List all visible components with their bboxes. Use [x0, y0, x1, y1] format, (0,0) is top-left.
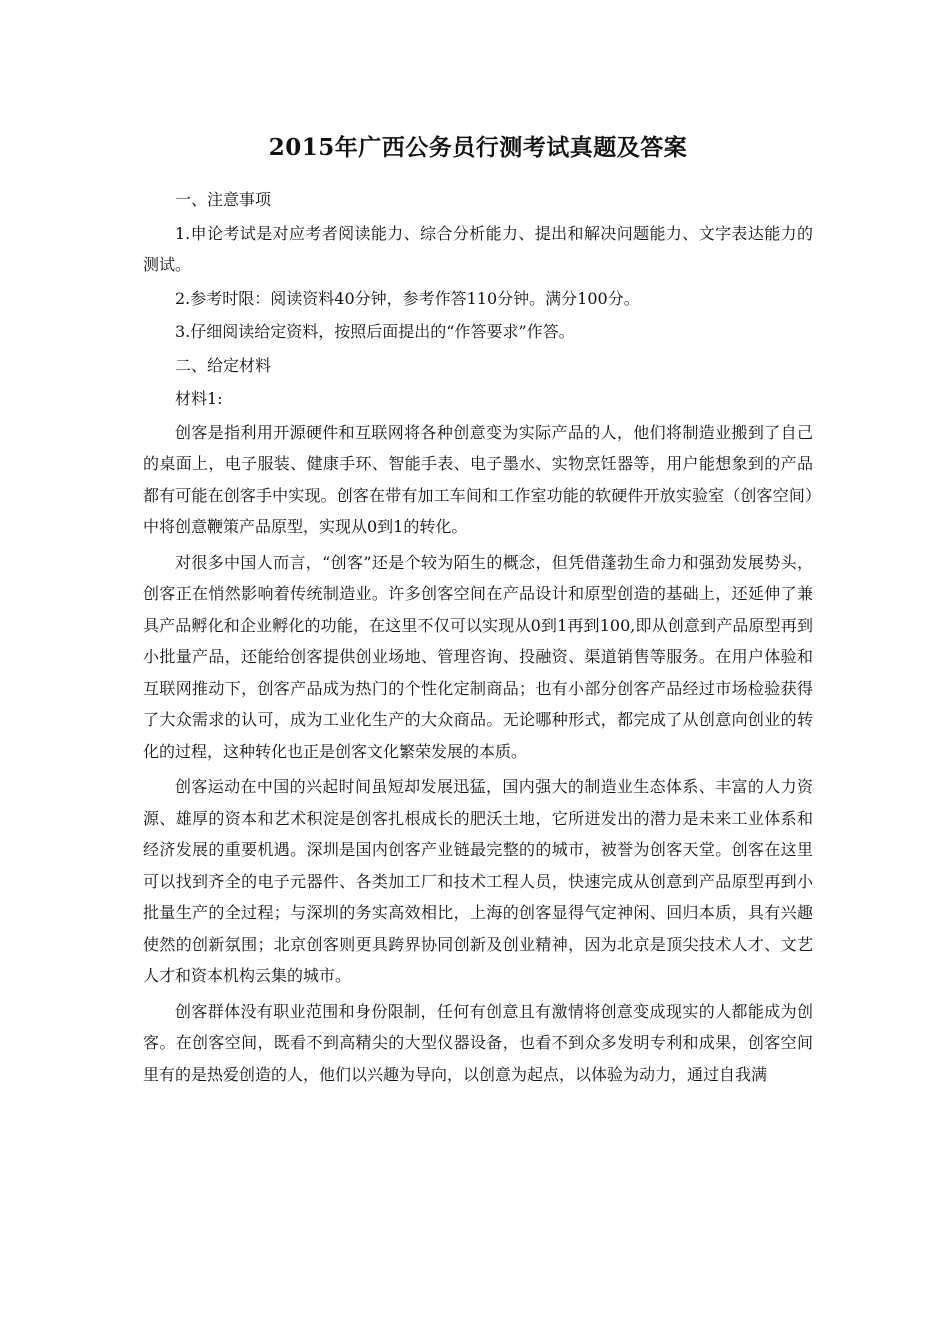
document-title: 2015年广西公务员行测考试真题及答案 — [268, 134, 688, 161]
material-label: 材料1: — [175, 389, 223, 408]
section-heading-materials: 二、给定材料 — [175, 355, 272, 375]
document-page — [143, 130, 813, 1094]
note-item-2: 2.参考时限：阅读资料40分钟，参考作答110分钟。满分100分。 — [175, 288, 640, 308]
body-paragraph: 创客群体没有职业范围和身份限制，任何有创意且有激情将创意变成现实的人都能成为创客。在创客空间，既看不到高精尖的大型仪器设备，也看不到众多发明专利和成果，创客空间里有的是热爱创造的人，他们以兴趣为导向，以创意为起点，以体验为动力，通过自我满 — [143, 1001, 813, 1084]
section-heading-notes: 一、注意事项 — [175, 190, 272, 209]
note-item-1: 1.申论考试是对应考者阅读能力、综合分析能力、提出和解决问题能力、文字表达能力的测试。 — [143, 223, 813, 274]
body-paragraph: 创客运动在中国的兴起时间虽短却发展迅猛，国内强大的制造业生态体系、丰富的人力资源、雄厚的资本和艺术积淀是创客扎根成长的肥沃土地，它所迸发出的潜力是未来工业体系和经济发展的重要机遇。深圳是国内创客产业链最完整的的城市，被誉为创客天堂。创客在这里可以找到齐全的电子元器件、各类加工厂和技术工程人员，快速完成从创意到产品原型再到小批量生产的全过程；与深圳的务实高效相比，上海的创客显得气定神闲、回归本质，具有兴趣使然的创新氛围；北京创客则更具跨界协同创新及创业精神，因为北京是顶尖技术人才、文艺人才和资本机构云集的城市。 — [143, 777, 813, 985]
body-paragraph: 创客是指利用开源硬件和互联网将各种创意变为实际产品的人，他们将制造业搬到了自己的桌面上，电子服装、健康手环、智能手表、电子墨水、实物烹饪器等，用户能想象到的产品都有可能在创客手中实现。创客在带有加工车间和工作室功能的软硬件开放实验室（创客空间）中将创意鞭策产品原型，实现从0到1的转化。 — [143, 422, 813, 536]
note-item-3: 3.仔细阅读给定资料，按照后面提出的“作答要求”作答。 — [175, 322, 575, 341]
body-paragraph: 对很多中国人而言，“创客”还是个较为陌生的概念，但凭借蓬勃生命力和强劲发展势头，创客正在悄然影响着传统制造业。许多创客空间在产品设计和原型创造的基础上，还延伸了兼具产品孵化和企业孵化的功能，在这里不仅可以实现从0到1再到100,即从创意到产品原型再到小批量产品，还能给创客提供创业场地、管理咨询、投融资、渠道销售等服务。在用户体验和互联网推动下，创客产品成为热门的个性化定制商品；也有小部分创客产品经过市场检验获得了大众需求的认可，成为工业化生产的大众商品。无论哪种形式，都完成了从创意向创业的转化的过程，这种转化也正是创客文化繁荣发展的本质。 — [143, 552, 813, 761]
